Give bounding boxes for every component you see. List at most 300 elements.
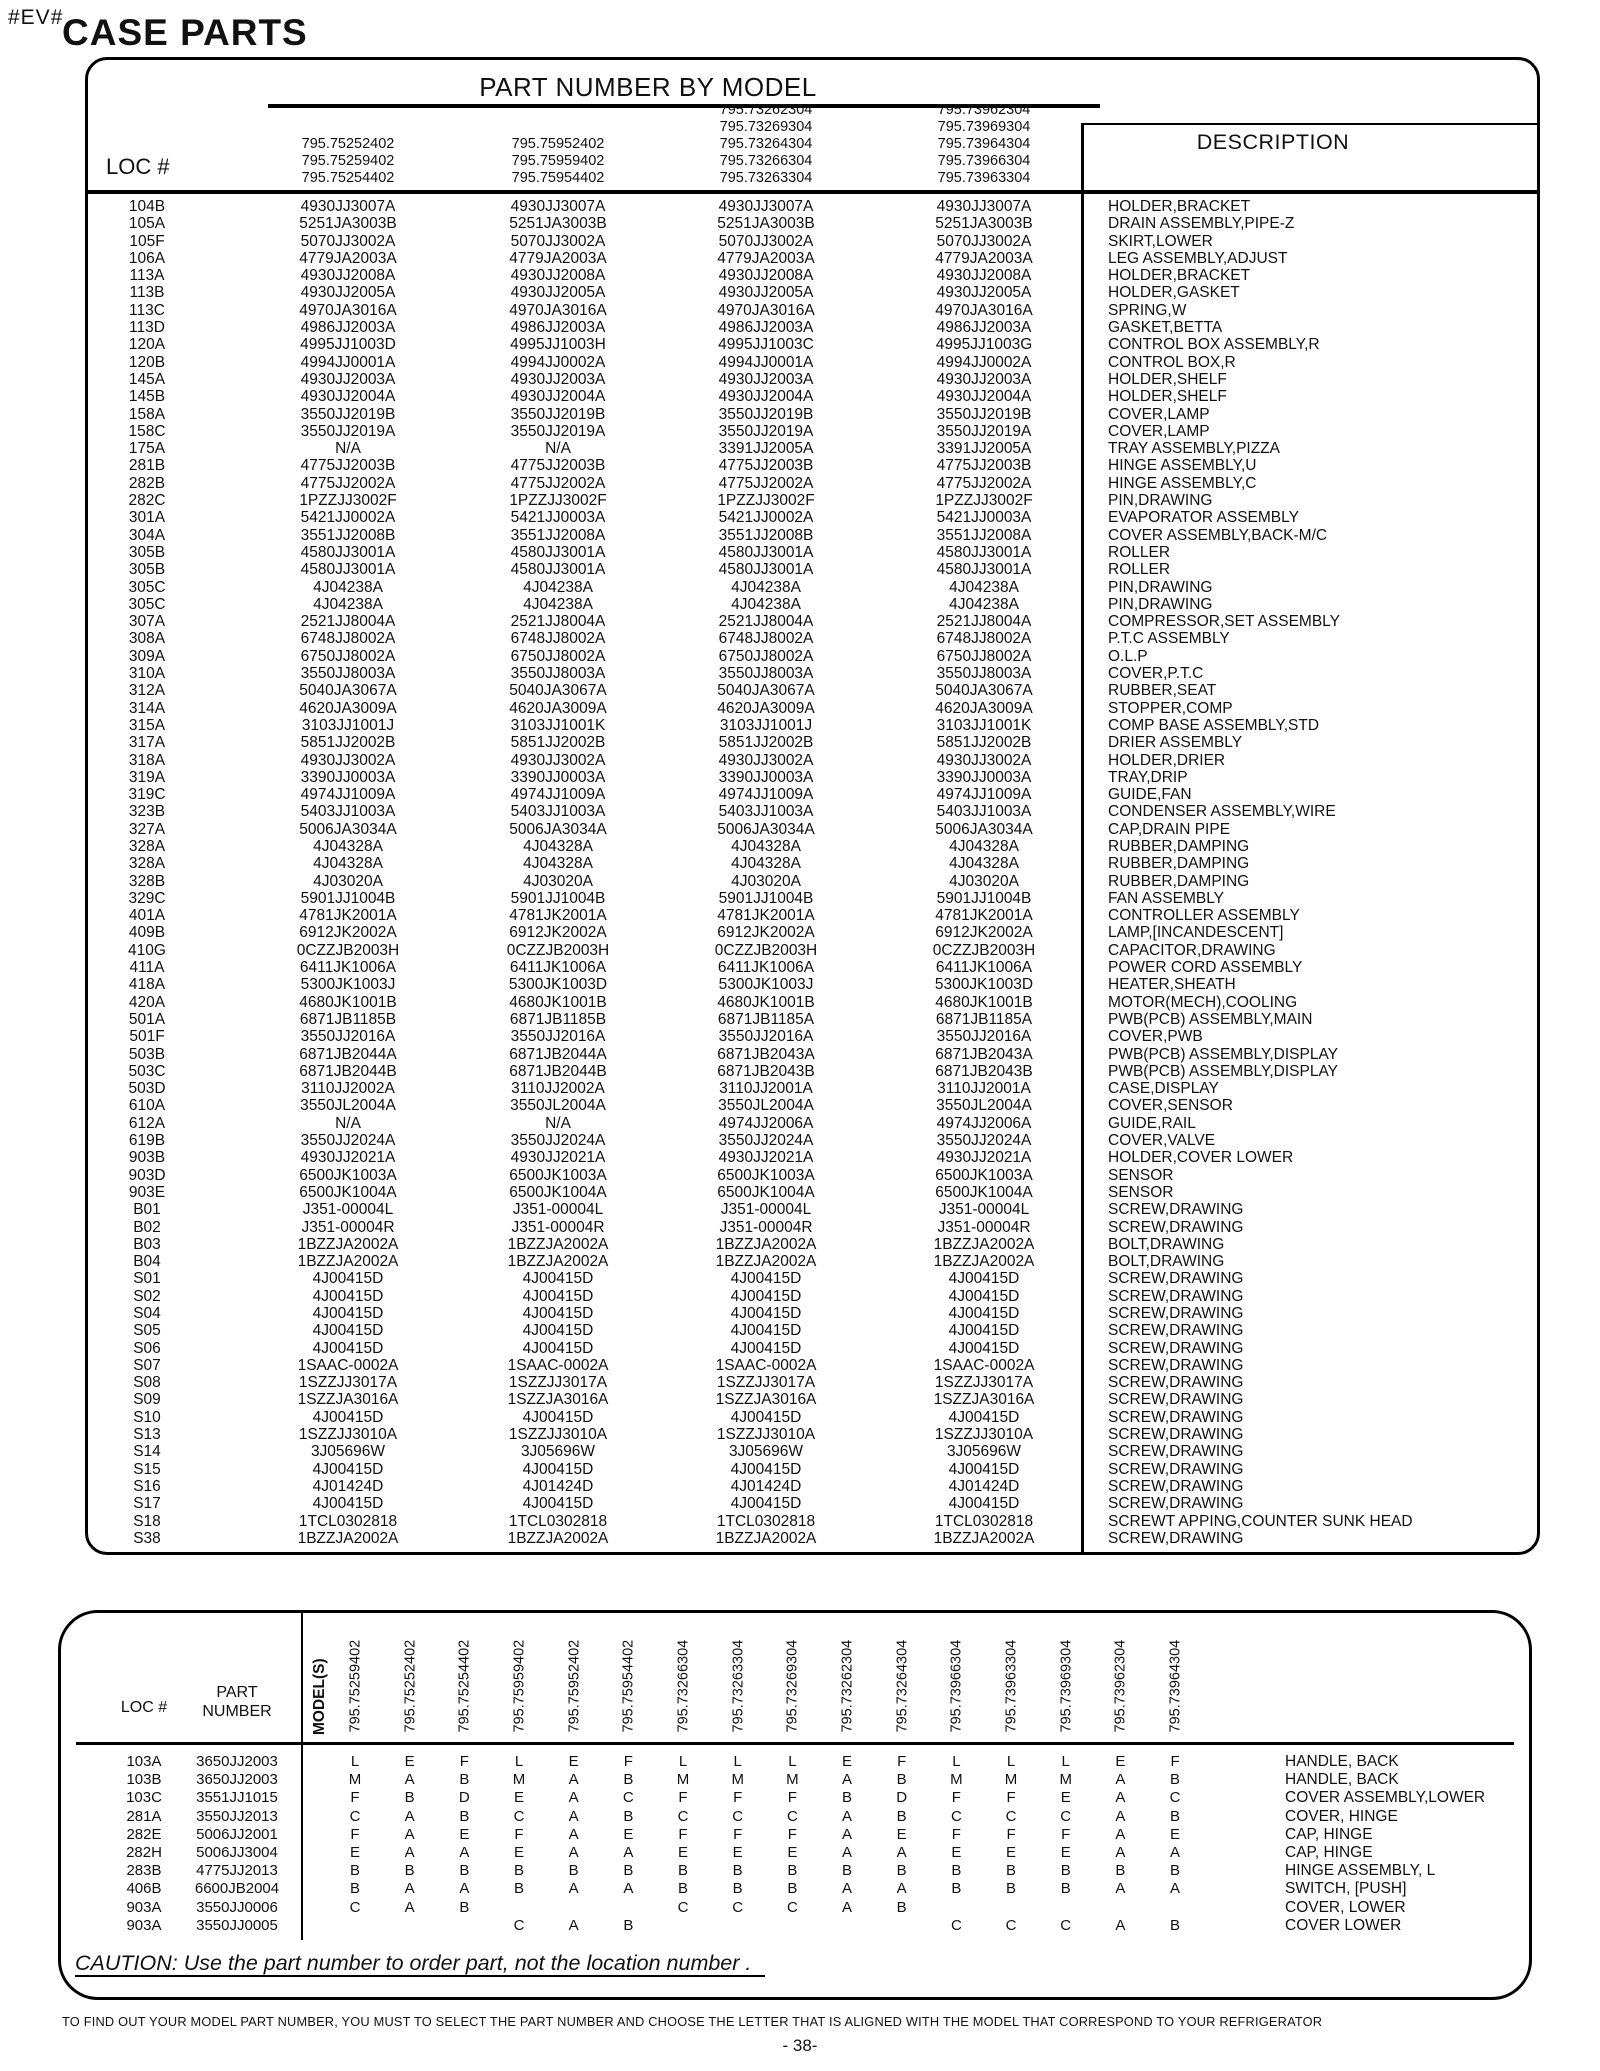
model-letter-cell: C <box>1060 1916 1072 1934</box>
description-cell: CAPACITOR,DRAWING <box>1108 941 1276 959</box>
table-row <box>88 873 1537 890</box>
part-cell: 5251JA3003B <box>717 215 815 233</box>
part-cell: 6748JJ8002A <box>718 630 814 648</box>
description-cell: RUBBER,SEAT <box>1108 682 1217 700</box>
part-cell: 4775JJ2013 <box>196 1862 278 1880</box>
part-cell: 3550JL2004A <box>718 1097 814 1115</box>
part-cell: 5851JJ2002B <box>718 734 814 752</box>
part-cell: 4J01424D <box>730 1477 802 1495</box>
loc-cell: 327A <box>128 820 166 838</box>
model-letter-cell: C <box>786 1807 798 1825</box>
description-cell: PWB(PCB) ASSEMBLY,DISPLAY <box>1108 1045 1338 1063</box>
description-cell: CAP, HINGE <box>1285 1825 1373 1843</box>
model-letter-cell: E <box>1006 1843 1017 1861</box>
model-letter-cell: E <box>896 1825 907 1843</box>
table-row <box>88 1513 1537 1530</box>
model-letter-cell: A <box>404 1825 415 1843</box>
part-cell: 4580JJ3001A <box>510 561 606 579</box>
description-cell: PIN,DRAWING <box>1108 492 1213 510</box>
part-cell: N/A <box>545 440 571 458</box>
part-cell: 6748JJ8002A <box>510 630 606 648</box>
model-letter-cell: B <box>732 1880 743 1898</box>
part-cell: 3550JL2004A <box>510 1097 606 1115</box>
part-cell: 4974JJ1009A <box>510 786 606 804</box>
part-cell: 5901JJ1004B <box>300 889 396 907</box>
model-letter-cell: A <box>459 1843 470 1861</box>
table-row <box>88 388 1537 405</box>
loc-cell: 323B <box>128 803 166 821</box>
model-letter-cell: B <box>951 1880 962 1898</box>
loc-cell: S05 <box>133 1322 161 1340</box>
model-letter-cell: C <box>1005 1807 1017 1825</box>
part-cell: 4930JJ2005A <box>936 284 1032 302</box>
model-letter-cell: C <box>677 1807 689 1825</box>
part-cell: 1SAAC-0002A <box>933 1356 1035 1374</box>
part-cell: 3550JJ8003A <box>510 665 606 683</box>
part-cell: 3550JJ2016A <box>300 1028 396 1046</box>
part-cell: 4580JJ3001A <box>936 543 1032 561</box>
loc-cell: 120A <box>128 336 166 354</box>
header-rule <box>88 190 1537 194</box>
model-letter-cell: A <box>568 1771 579 1789</box>
part-cell: 1TCL0302818 <box>716 1512 816 1530</box>
model-letter-cell: F <box>1006 1825 1016 1843</box>
model-letter-cell: A <box>1115 1789 1126 1807</box>
loc-cell: 103B <box>126 1771 162 1789</box>
model-group-3 <box>686 102 846 187</box>
loc-cell: S02 <box>133 1287 161 1305</box>
rotated-model-header: 795.73264304 <box>894 1639 911 1733</box>
loc-cell: B02 <box>133 1218 161 1236</box>
description-cell: HINGE ASSEMBLY, L <box>1285 1862 1436 1880</box>
model-letter-cell: C <box>1060 1807 1072 1825</box>
part-cell: 6750JJ8002A <box>510 647 606 665</box>
part-cell: 6411JK1006A <box>509 959 607 977</box>
part-cell: 3650JJ2003 <box>196 1771 278 1789</box>
caution-note: CAUTION: Use the part number to order part, not the location number . <box>75 1951 765 1976</box>
description-cell: CONTROL BOX,R <box>1108 353 1236 371</box>
table-row <box>61 1771 1529 1789</box>
loc-cell: 410G <box>128 941 166 959</box>
part-cell: 2521JJ8004A <box>936 613 1032 631</box>
part-cell: 4974JJ1009A <box>718 786 814 804</box>
model-letter-cell: M <box>1004 1771 1018 1789</box>
part-cell: 4J00415D <box>312 1305 384 1322</box>
model-letter-cell: B <box>896 1771 907 1789</box>
part-cell: 5251JA3003B <box>935 215 1033 233</box>
part-cell: 5006JJ2001 <box>196 1825 278 1843</box>
description-cell: COVER LOWER <box>1285 1916 1402 1934</box>
part-cell: 1SZZJJ3017A <box>934 1374 1034 1392</box>
model-letter-cell: A <box>842 1807 853 1825</box>
model-letter-cell: F <box>787 1825 797 1843</box>
part-cell: 4680JK1001B <box>299 993 397 1011</box>
description-cell: HOLDER,COVER LOWER <box>1108 1149 1294 1167</box>
model-letter-cell: E <box>513 1843 524 1861</box>
part-cell: 3550JJ0005 <box>196 1916 278 1934</box>
description-cell: HOLDER,DRIER <box>1108 751 1226 769</box>
part-cell: 4775JJ2003B <box>936 457 1032 475</box>
part-cell: 5040JA3067A <box>717 682 815 700</box>
part-cell: 5070JJ3002A <box>300 232 396 250</box>
loc-cell: 282B <box>128 474 166 492</box>
model-letter-cell: B <box>1060 1862 1071 1880</box>
part-cell: 4970JA3016A <box>299 301 397 319</box>
part-cell: 5006JA3034A <box>935 820 1033 838</box>
model-letter-cell: E <box>1115 1753 1126 1770</box>
model-letter-cell: A <box>623 1880 634 1898</box>
part-cell: 5901JJ1004B <box>510 889 606 907</box>
part-cell: 4J00415D <box>730 1270 802 1288</box>
model-letter-cell: B <box>404 1789 415 1807</box>
loc-cell: 113B <box>129 284 165 302</box>
loc-cell: 328A <box>128 837 166 855</box>
part-cell: 5421JJ0002A <box>718 509 814 527</box>
part-cell: 4J00415D <box>948 1287 1020 1305</box>
part-cell: 4J04328A <box>949 837 1019 855</box>
part-cell: 4974JJ1009A <box>300 786 396 804</box>
description-header-divider <box>1081 123 1537 125</box>
table-row <box>88 336 1537 353</box>
part-cell: 3550JJ8003A <box>718 665 814 683</box>
part-cell: 4580JJ3001A <box>300 543 396 561</box>
part-cell: J351-00004L <box>938 1201 1030 1219</box>
part-cell: 6500JK1004A <box>935 1183 1033 1201</box>
description-cell: SCREW,DRAWING <box>1108 1460 1244 1478</box>
part-cell: 5421JJ0003A <box>510 509 606 527</box>
part-cell: 3110JJ2002A <box>301 1080 395 1098</box>
part-cell: 4J00415D <box>522 1460 594 1478</box>
table-row <box>88 1495 1537 1512</box>
loc-cell: S10 <box>133 1408 161 1426</box>
table-row <box>61 1826 1529 1844</box>
model-letter-cell: A <box>1115 1825 1126 1843</box>
description-cell: COVER,PWB <box>1108 1028 1203 1046</box>
part-cell: 4J00415D <box>730 1322 802 1340</box>
part-cell: 6871JB2044A <box>299 1045 397 1063</box>
description-cell: COVER, LOWER <box>1285 1898 1406 1916</box>
table-row <box>88 1028 1537 1045</box>
table-row <box>88 1115 1537 1132</box>
model-letter-cell: A <box>1115 1880 1126 1898</box>
rotated-model-header: 795.75959402 <box>511 1639 528 1733</box>
table-row <box>88 1167 1537 1184</box>
part-cell: 1SZZJJ3010A <box>716 1426 816 1444</box>
model-letter-cell: L <box>678 1753 688 1770</box>
part-cell: 5851JJ2002B <box>510 734 606 752</box>
part-cell: J351-00004R <box>719 1218 813 1236</box>
part-cell: 4930JJ3002A <box>936 751 1032 769</box>
loc-cell: B03 <box>133 1235 161 1253</box>
loc-cell: 105F <box>129 232 165 250</box>
part-cell: 3550JJ0006 <box>196 1898 278 1916</box>
model-letter-cell: B <box>1170 1807 1181 1825</box>
loc-cell: 307A <box>128 613 166 631</box>
part-cell: 4779JA2003A <box>935 249 1033 267</box>
model-letter-cell: B <box>459 1898 470 1916</box>
part-cell: 4J03020A <box>731 872 801 890</box>
loc-cell: 312A <box>128 682 166 700</box>
model-letter-cell: F <box>623 1753 633 1770</box>
table-row <box>88 284 1537 301</box>
part-cell: 4J00415D <box>312 1460 384 1478</box>
part-cell: 6871JB2043A <box>935 1045 1033 1063</box>
part-cell: 4J04238A <box>731 578 801 596</box>
part-cell: 3J05696W <box>728 1443 804 1461</box>
loc-cell: 103A <box>126 1753 162 1770</box>
loc-cell: 903B <box>128 1149 166 1167</box>
description-cell: CAP,DRAIN PIPE <box>1108 820 1231 838</box>
part-cell: 4930JJ3007A <box>510 198 606 215</box>
loc-cell: 145B <box>128 388 166 406</box>
table-row <box>88 215 1537 232</box>
part-cell: 5040JA3067A <box>935 682 1033 700</box>
part-cell: 5070JJ3002A <box>510 232 606 250</box>
model-letter-cell: B <box>678 1880 689 1898</box>
ev-tag: #EV# <box>8 6 64 29</box>
loc-cell: 317A <box>128 734 166 752</box>
loc-cell: S04 <box>133 1305 161 1322</box>
part-cell: 5901JJ1004B <box>718 889 814 907</box>
table-row <box>88 1340 1537 1357</box>
table-row <box>88 1478 1537 1495</box>
part-cell: 6871JB1185A <box>935 1010 1033 1028</box>
part-cell: 6871JB2043B <box>717 1062 815 1080</box>
loc-cell: 305C <box>128 595 166 613</box>
description-cell: SCREW,DRAWING <box>1108 1305 1244 1322</box>
part-cell: 0CZZJB2003H <box>714 941 818 959</box>
part-cell: 3550JJ2019B <box>936 405 1032 423</box>
model-letter-cell: F <box>514 1825 524 1843</box>
part-cell: 3550JJ8003A <box>300 665 396 683</box>
description-cell: SKIRT,LOWER <box>1108 232 1213 250</box>
part-cell: 6748JJ8002A <box>300 630 396 648</box>
description-cell: PIN,DRAWING <box>1108 595 1213 613</box>
part-cell: N/A <box>335 440 361 458</box>
loc-column-header: LOC # <box>106 154 170 179</box>
table-row <box>88 821 1537 838</box>
model-letter-cell: B <box>896 1807 907 1825</box>
part-cell: 3550JJ2024A <box>510 1132 606 1150</box>
part-cell: 4580JJ3001A <box>718 561 814 579</box>
loc-cell: 328B <box>128 872 166 890</box>
description-cell: SWITCH, [PUSH] <box>1285 1880 1407 1898</box>
part-cell: 5300JK1003D <box>508 976 608 994</box>
part-cell: 4930JJ2008A <box>510 267 606 285</box>
part-cell: 6750JJ8002A <box>718 647 814 665</box>
part-cell: 5403JJ1003A <box>510 803 606 821</box>
table-row <box>61 1753 1529 1771</box>
rotated-model-header: 795.73266304 <box>675 1639 692 1733</box>
part-cell: 6411JK1006A <box>299 959 397 977</box>
loc-cell: 282H <box>126 1843 162 1861</box>
part-cell: 4J00415D <box>522 1305 594 1322</box>
model-letter-cell: B <box>896 1862 907 1880</box>
table-row <box>88 752 1537 769</box>
rotated-model-header: 795.75254402 <box>456 1639 473 1733</box>
part-cell: 0CZZJB2003H <box>506 941 610 959</box>
part-cell: 6912JK2002A <box>717 924 815 942</box>
part-cell: 4J01424D <box>948 1477 1020 1495</box>
model-letter-cell: C <box>950 1916 962 1934</box>
part-cell: 3550JJ2019A <box>510 422 606 440</box>
part-cell: 4779JA2003A <box>299 249 397 267</box>
model-number: 795.73969304 <box>937 119 1031 135</box>
rotated-model-header: 795.75259402 <box>347 1639 364 1733</box>
part-number-table <box>85 57 1540 1555</box>
part-cell: 1BZZJA2002A <box>715 1529 817 1547</box>
part-cell: 3550JJ2024A <box>300 1132 396 1150</box>
part-cell: 1SZZJA3016A <box>715 1391 817 1409</box>
table-row <box>88 1288 1537 1305</box>
part-cell: 4930JJ2021A <box>300 1149 396 1167</box>
loc-cell: S07 <box>133 1356 161 1374</box>
table-row <box>88 700 1537 717</box>
model-letter-cell: E <box>568 1753 579 1770</box>
loc-cell: 106A <box>128 249 166 267</box>
part-cell: 6500JK1004A <box>717 1183 815 1201</box>
model-number: 795.73966304 <box>937 153 1031 169</box>
loc-cell: 308A <box>128 630 166 648</box>
part-cell: 5040JA3067A <box>509 682 607 700</box>
table-row <box>88 406 1537 423</box>
table-row <box>61 1862 1529 1880</box>
table-row <box>88 803 1537 820</box>
model-letter-cell: B <box>1170 1862 1181 1880</box>
model-letter-cell: E <box>1170 1825 1181 1843</box>
model-number: 795.73964304 <box>937 136 1031 152</box>
part-cell: 4J04328A <box>523 855 593 873</box>
model-number: 795.75959402 <box>511 153 605 169</box>
table-row <box>88 1461 1537 1478</box>
description-cell: P.T.C ASSEMBLY <box>1108 630 1230 648</box>
loc-cell: 420A <box>128 993 166 1011</box>
part-cell: 4994JJ0001A <box>718 353 814 371</box>
description-cell: CAP, HINGE <box>1285 1843 1373 1861</box>
part-cell: 4930JJ2003A <box>510 370 606 388</box>
model-letter-cell: E <box>623 1825 634 1843</box>
model-letter-cell: B <box>1170 1771 1181 1789</box>
description-cell: MOTOR(MECH),COOLING <box>1108 993 1298 1011</box>
part-cell: 3390JJ0003A <box>936 768 1032 786</box>
part-cell: 4986JJ2003A <box>718 319 814 337</box>
description-cell: GUIDE,RAIL <box>1108 1114 1196 1132</box>
part-cell: 4775JJ2002A <box>936 474 1032 492</box>
model-letter-cell: A <box>404 1880 415 1898</box>
part-cell: 5251JA3003B <box>299 215 397 233</box>
part-cell: 4J04328A <box>949 855 1019 873</box>
part-cell: 4930JJ2004A <box>718 388 814 406</box>
model-letter-cell: E <box>951 1843 962 1861</box>
model-letter-cell: F <box>951 1825 961 1843</box>
model-letter-cell: L <box>788 1753 797 1770</box>
part-cell: 4J04238A <box>949 595 1019 613</box>
table-row <box>88 527 1537 544</box>
part-cell: 4930JJ3007A <box>718 198 814 215</box>
part-cell: 3103JJ1001K <box>510 716 606 734</box>
loc-cell: 401A <box>128 907 166 925</box>
part-cell: 5851JJ2002B <box>300 734 396 752</box>
table-row <box>88 371 1537 388</box>
model-number: 795.75252402 <box>301 136 395 152</box>
part-cell: 4J00415D <box>730 1460 802 1478</box>
description-cell: SCREW,DRAWING <box>1108 1218 1244 1236</box>
description-cell: HOLDER,SHELF <box>1108 370 1227 388</box>
part-cell: 4620JA3009A <box>299 699 397 717</box>
table-row <box>88 1063 1537 1080</box>
part-cell: 4974JJ2006A <box>936 1114 1032 1132</box>
part-cell: 3110JJ2002A <box>511 1080 605 1098</box>
part-cell: 4994JJ0002A <box>510 353 606 371</box>
part-cell: 4J00415D <box>948 1460 1020 1478</box>
part-cell: 6750JJ8002A <box>936 647 1032 665</box>
table-row <box>88 1253 1537 1270</box>
loc-cell: 283B <box>126 1862 162 1880</box>
loc-cell: 619B <box>128 1132 166 1150</box>
part-cell: 6500JK1003A <box>935 1166 1033 1184</box>
table-row <box>88 942 1537 959</box>
table-row <box>88 198 1537 215</box>
loc-cell: 418A <box>128 976 166 994</box>
part-cell: 4775JJ2002A <box>718 474 814 492</box>
part-cell: 3550JJ2019A <box>936 422 1032 440</box>
part-cell: 4J00415D <box>312 1287 384 1305</box>
part-cell: 2521JJ8004A <box>718 613 814 631</box>
description-cell: SCREW,DRAWING <box>1108 1477 1244 1495</box>
part-number-column-header <box>181 1683 293 1721</box>
part-cell: 4J00415D <box>522 1270 594 1288</box>
model-letter-cell: A <box>842 1771 853 1789</box>
loc-cell: 612A <box>128 1114 166 1132</box>
part-cell: 4J00415D <box>312 1495 384 1513</box>
description-cell: COVER ASSEMBLY,LOWER <box>1285 1789 1486 1807</box>
table-row <box>88 561 1537 578</box>
model-letter-cell: M <box>950 1771 963 1789</box>
rotated-model-header: 795.75952402 <box>566 1639 583 1733</box>
description-cell: COVER, HINGE <box>1285 1807 1398 1825</box>
model-letter-cell: A <box>1170 1843 1181 1861</box>
part-cell: 4J04238A <box>731 595 801 613</box>
part-cell: 6500JK1004A <box>299 1183 397 1201</box>
description-cell: FAN ASSEMBLY <box>1108 889 1225 907</box>
part-cell: 6500JK1003A <box>299 1166 397 1184</box>
table-row <box>88 1132 1537 1149</box>
loc-cell: 104B <box>128 198 166 215</box>
model-letter-cell: B <box>513 1862 524 1880</box>
rotated-model-header: 795.73964304 <box>1167 1639 1184 1733</box>
table-row <box>88 959 1537 976</box>
loc-cell: 158C <box>128 422 166 440</box>
loc-cell: 103C <box>126 1789 162 1807</box>
description-cell: BOLT,DRAWING <box>1108 1235 1225 1253</box>
table-row <box>88 457 1537 474</box>
part-cell: 4995JJ1003G <box>935 336 1033 354</box>
model-letter-cell: M <box>786 1771 799 1789</box>
model-letter-cell: C <box>786 1898 798 1916</box>
part-cell: 4781JK2001A <box>935 907 1033 925</box>
part-cell: 3550JJ2019B <box>510 405 606 423</box>
table-row <box>88 924 1537 941</box>
part-cell: 4930JJ2008A <box>300 267 396 285</box>
model-letter-cell: M <box>1059 1771 1072 1789</box>
description-cell: SCREW,DRAWING <box>1108 1529 1244 1547</box>
description-cell: SENSOR <box>1108 1183 1174 1201</box>
model-letter-cell: C <box>349 1898 361 1916</box>
part-cell: 1BZZJA2002A <box>507 1529 609 1547</box>
part-cell: 4930JJ2008A <box>936 267 1032 285</box>
model-letter-cell: C <box>732 1898 744 1916</box>
model-number: 795.73963304 <box>937 170 1031 186</box>
